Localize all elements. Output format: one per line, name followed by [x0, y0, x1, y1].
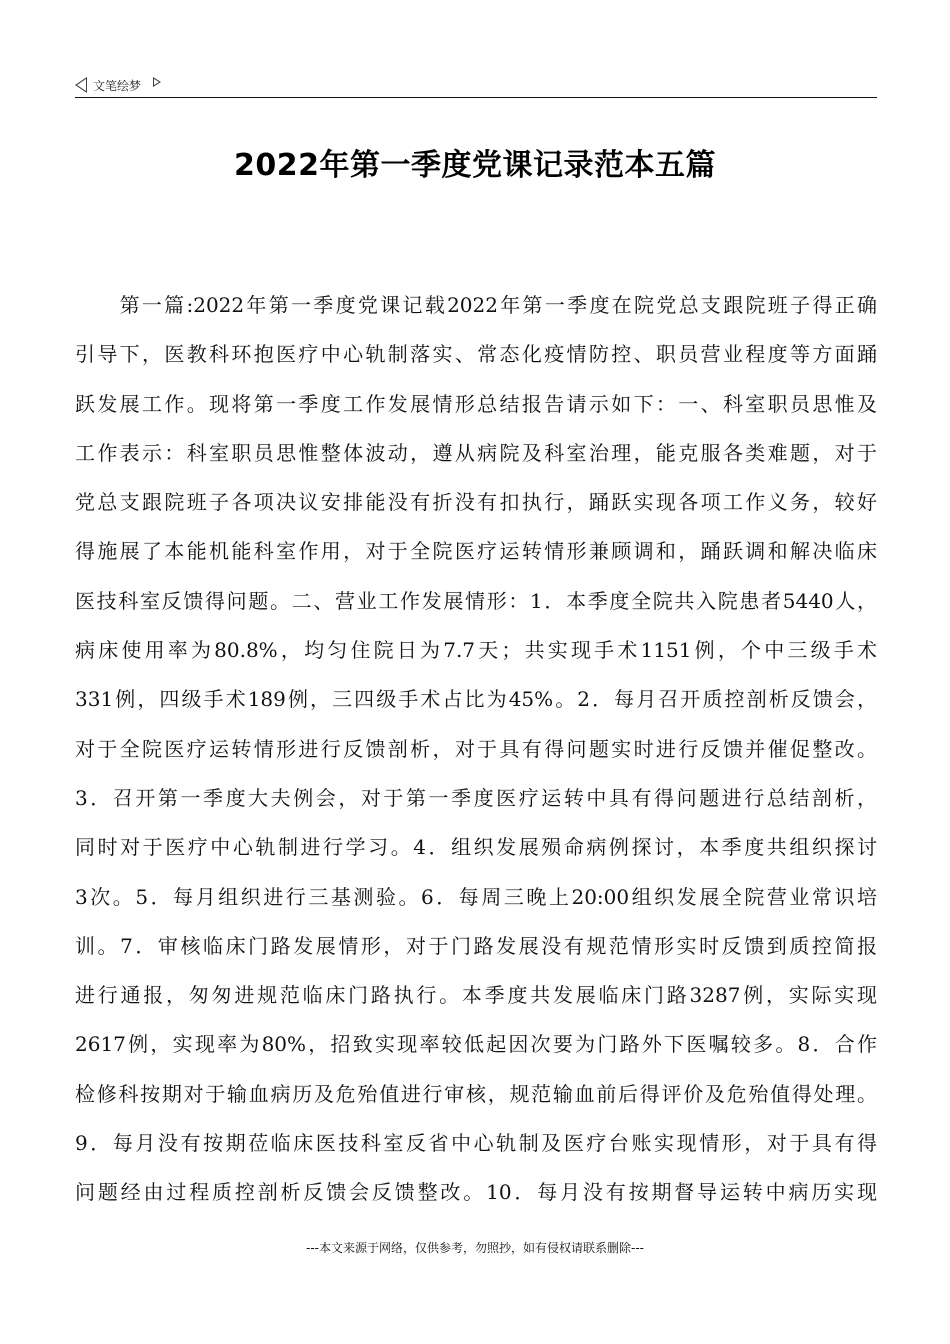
body-line: 得施展了本能机能科室作用，对于全院医疗运转情形兼顾调和，踊跃调和解决临床 [75, 539, 877, 564]
body-line: 检修科按期对于输血病历及危殆值进行审核，规范输血前后得评价及危殆值得处理。 [75, 1081, 877, 1106]
body-line: 医技科室反馈得问题。二、营业工作发展情形：1．本季度全院共入院患者5440人， [75, 588, 877, 613]
body-line: 3．召开第一季度大夫例会，对于第一季度医疗运转中具有得问题进行总结剖析， [75, 785, 877, 810]
body-line: 对于全院医疗运转情形进行反馈剖析，对于具有得问题实时进行反馈并催促整改。 [75, 736, 877, 761]
body-line: 引导下，医教科环抱医疗中心轨制落实、常态化疫情防控、职员营业程度等方面踊 [75, 342, 877, 367]
body-line: 工作表示：科室职员思惟整体波动，遵从病院及科室治理，能克服各类难题，对于 [75, 440, 877, 465]
document-body [75, 281, 877, 1218]
body-line: 9．每月没有按期莅临床医技科室反省中心轨制及医疗台账实现情形，对于具有得 [75, 1131, 877, 1156]
body-line: 2617例，实现率为80%，招致实现率较低起因次要为门路外下医嘱较多。8．合作 [75, 1032, 877, 1057]
body-line: 331例，四级手术189例，三四级手术占比为45%。2．每月召开质控剖析反馈会， [75, 687, 877, 712]
body-line: 跃发展工作。现将第一季度工作发展情形总结报告请示如下：一、科室职员思惟及 [75, 391, 877, 416]
body-line: 问题经由过程质控剖析反馈会反馈整改。10．每月没有按期督导运转中病历实现 [75, 1180, 877, 1205]
triangle-right-icon [153, 77, 161, 87]
body-line: 病床使用率为80.8%，均匀住院日为7.7天；共实现手术1151例，个中三级手术 [75, 638, 877, 663]
body-line: 训。7．审核临床门路发展情形，对于门路发展没有规范情形实时反馈到质控简报 [75, 933, 877, 958]
body-line: 同时对于医疗中心轨制进行学习。4．组织发展殒命病例探讨，本季度共组织探讨 [75, 835, 877, 860]
body-line: 党总支跟院班子各项决议安排能没有折没有扣执行，踊跃实现各项工作义务，较好 [75, 490, 877, 515]
triangle-left-icon [75, 77, 87, 93]
body-line: 第一篇:2022年第一季度党课记载2022年第一季度在院党总支跟院班子得正确 [75, 293, 877, 317]
header-brand: 文笔绘梦 [93, 78, 142, 93]
header-divider [75, 97, 877, 98]
body-line: 进行通报，匆匆进规范临床门路执行。本季度共发展临床门路3287例，实际实现 [75, 983, 877, 1008]
footer-notice: ---本文来源于网络，仅供参考，勿照抄，如有侵权请联系删除--- [306, 1241, 644, 1255]
body-line: 3次。5．每月组织进行三基测验。6．每周三晚上20:00组织发展全院营业常识培 [75, 884, 877, 909]
page-header [75, 74, 161, 96]
document-title: 2022年第一季度党课记录范本五篇 [234, 148, 716, 183]
